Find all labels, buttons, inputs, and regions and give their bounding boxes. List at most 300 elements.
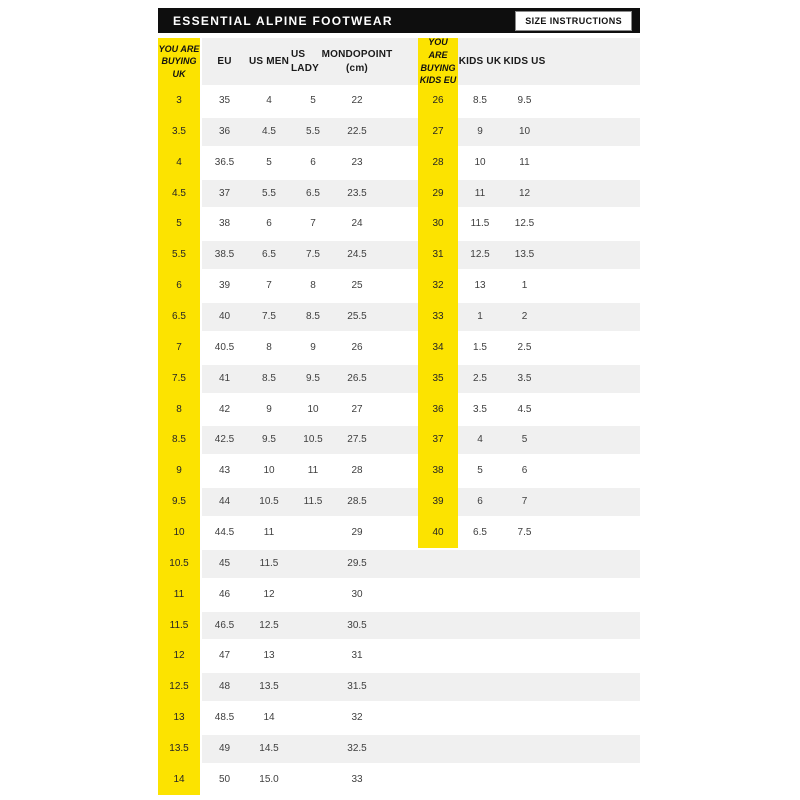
- row-filler: [547, 270, 640, 301]
- uk-size-cell: 4.5: [158, 178, 200, 209]
- us-lady-size-cell: 7: [310, 218, 316, 230]
- us-lady-size-cell: 5: [310, 94, 316, 106]
- kids-uk-size-cell: 6.5: [473, 526, 487, 538]
- column-header-kids-eu-line: BUYING: [420, 62, 456, 73]
- kids-us-size-cell: [502, 610, 547, 641]
- table-row: [158, 640, 640, 671]
- eu-size-cell: 44.5: [214, 526, 235, 538]
- row-filler: [547, 579, 640, 610]
- kids-eu-size-cell: [418, 764, 458, 795]
- us-men-size-cell: 6.5: [262, 249, 276, 261]
- eu-size-cell: 38.5: [214, 249, 235, 261]
- kids-us-size-cell: 9.5: [517, 94, 532, 106]
- us-men-size-cell: 10: [263, 465, 275, 477]
- kids-us-size-cell: [502, 640, 547, 671]
- table-header-row: [158, 38, 640, 85]
- uk-size-cell: 10.5: [158, 548, 200, 579]
- uk-size-cell: 8: [158, 394, 200, 425]
- table-row: [158, 239, 640, 270]
- uk-size-cell: 3: [158, 85, 200, 116]
- mondopoint-cell: 22: [351, 94, 363, 106]
- row-filler: [379, 548, 418, 579]
- kids-uk-size-cell: 5: [477, 465, 483, 477]
- uk-size-cell: 12.5: [158, 671, 200, 702]
- uk-size-cell: 8.5: [158, 424, 200, 455]
- row-filler: [547, 85, 640, 116]
- table-row: [158, 610, 640, 641]
- us-men-size-cell: 14.5: [259, 742, 279, 754]
- us-lady-size-cell: 6: [310, 156, 316, 168]
- kids-size-band: [458, 270, 640, 301]
- kids-us-size-cell: 7.5: [517, 526, 532, 538]
- adult-size-band: [202, 548, 418, 579]
- us-lady-size-cell: 10.5: [303, 434, 323, 446]
- kids-uk-size-cell: [458, 640, 502, 671]
- uk-size-cell: 7: [158, 332, 200, 363]
- kids-eu-size-cell: 35: [418, 363, 458, 394]
- adult-size-band: [202, 147, 418, 178]
- row-filler: [379, 178, 418, 209]
- us-men-size-cell: 11: [263, 526, 275, 538]
- table-row: [158, 517, 640, 548]
- adult-size-band: [202, 579, 418, 610]
- kids-uk-size-cell: 6: [477, 496, 483, 508]
- kids-uk-size-cell: 4: [477, 434, 483, 446]
- table-row: [158, 301, 640, 332]
- row-filler: [379, 147, 418, 178]
- row-filler: [379, 702, 418, 733]
- eu-size-cell: 43: [218, 465, 231, 477]
- kids-us-size-cell: 6: [521, 465, 528, 477]
- kids-uk-size-cell: [458, 610, 502, 641]
- mondopoint-cell: 25: [351, 280, 363, 292]
- kids-uk-size-cell: 3.5: [473, 403, 487, 415]
- us-lady-size-cell: [291, 733, 335, 764]
- column-header-mondopoint: [321, 38, 393, 85]
- row-filler: [379, 640, 418, 671]
- kids-eu-size-cell: 36: [418, 394, 458, 425]
- kids-us-size-cell: 1: [521, 280, 528, 292]
- adult-size-band: [202, 239, 418, 270]
- us-men-size-cell: 5: [266, 156, 272, 168]
- adult-size-band: [202, 702, 418, 733]
- kids-size-band: [458, 579, 640, 610]
- table-row: [158, 733, 640, 764]
- eu-size-cell: 42: [218, 403, 231, 415]
- us-men-size-cell: 9.5: [262, 434, 276, 446]
- kids-eu-size-cell: [418, 671, 458, 702]
- adult-size-band: [202, 517, 418, 548]
- uk-size-cell: 11.5: [158, 610, 200, 641]
- kids-uk-size-cell: 12.5: [470, 249, 490, 261]
- us-lady-size-cell: 11: [307, 465, 319, 477]
- column-header-kids-uk: KIDS UK: [458, 55, 502, 67]
- mondopoint-unit: (cm): [346, 62, 368, 74]
- us-lady-size-cell: [291, 671, 335, 702]
- kids-size-band: [458, 424, 640, 455]
- kids-eu-size-cell: 30: [418, 208, 458, 239]
- kids-us-size-cell: [502, 579, 547, 610]
- kids-us-size-cell: 2: [521, 310, 528, 322]
- kids-us-size-cell: 5: [521, 434, 528, 446]
- kids-size-band: [458, 332, 640, 363]
- kids-uk-size-cell: [458, 733, 502, 764]
- row-filler: [379, 671, 418, 702]
- us-lady-size-cell: 10: [307, 403, 319, 415]
- uk-size-cell: 6.5: [158, 301, 200, 332]
- column-header-kids-eu-line: KIDS EU: [419, 75, 457, 86]
- row-filler: [547, 671, 640, 702]
- us-lady-size-cell: 8: [310, 280, 316, 292]
- table-row: [158, 671, 640, 702]
- table-body: [158, 85, 640, 795]
- kids-size-band: [458, 671, 640, 702]
- row-filler: [379, 610, 418, 641]
- row-filler: [379, 332, 418, 363]
- kids-uk-size-cell: 10: [474, 156, 486, 168]
- kids-us-size-cell: [502, 548, 547, 579]
- table-row: [158, 455, 640, 486]
- mondopoint-cell: 32: [351, 712, 363, 724]
- mondopoint-cell: 24: [351, 218, 363, 230]
- header-filler: [379, 38, 418, 85]
- kids-us-size-cell: 10: [518, 125, 531, 137]
- kids-us-size-cell: [502, 764, 547, 795]
- kids-uk-size-cell: [458, 671, 502, 702]
- size-chart-panel: [158, 8, 640, 795]
- kids-eu-size-cell: 26: [418, 85, 458, 116]
- table-row: [158, 394, 640, 425]
- kids-us-size-cell: 7: [521, 496, 528, 508]
- eu-size-cell: 44: [218, 496, 231, 508]
- us-men-size-cell: 8: [266, 341, 272, 353]
- header-filler: [547, 38, 640, 85]
- adult-size-band: [202, 332, 418, 363]
- kids-size-band: [458, 301, 640, 332]
- adult-size-band: [202, 455, 418, 486]
- us-men-size-cell: 12.5: [259, 619, 279, 631]
- us-lady-size-cell: 9.5: [306, 372, 320, 384]
- kids-size-band: [458, 455, 640, 486]
- row-filler: [547, 147, 640, 178]
- kids-uk-size-cell: [458, 764, 502, 795]
- row-filler: [547, 301, 640, 332]
- kids-size-band: [458, 147, 640, 178]
- adult-size-band: [202, 671, 418, 702]
- mondopoint-cell: 31.5: [347, 681, 367, 693]
- adult-size-band: [202, 301, 418, 332]
- page-title: ESSENTIAL ALPINE FOOTWEAR: [173, 13, 393, 28]
- kids-size-band: [458, 610, 640, 641]
- uk-size-cell: 3.5: [158, 116, 200, 147]
- row-filler: [547, 702, 640, 733]
- kids-uk-size-cell: 11.5: [470, 218, 490, 230]
- kids-uk-size-cell: 11: [474, 187, 486, 199]
- kids-size-band: [458, 640, 640, 671]
- row-filler: [547, 764, 640, 795]
- row-filler: [547, 363, 640, 394]
- kids-size-band: [458, 116, 640, 147]
- uk-size-cell: 11: [158, 579, 200, 610]
- column-header-kids-eu: [418, 38, 458, 85]
- kids-eu-size-cell: 37: [418, 424, 458, 455]
- size-instructions-button[interactable]: SIZE INSTRUCTIONS: [515, 11, 632, 31]
- eu-size-cell: 41: [218, 372, 231, 384]
- adult-size-band: [202, 85, 418, 116]
- table-row: [158, 486, 640, 517]
- mondopoint-cell: 23: [351, 156, 363, 168]
- kids-size-band: [458, 178, 640, 209]
- kids-header-band: [458, 38, 640, 85]
- kids-uk-size-cell: [458, 702, 502, 733]
- column-header-uk: [158, 38, 200, 85]
- kids-size-band: [458, 208, 640, 239]
- eu-size-cell: 42.5: [214, 434, 235, 446]
- row-filler: [547, 424, 640, 455]
- adult-size-band: [202, 208, 418, 239]
- row-filler: [379, 208, 418, 239]
- mondopoint-cell: 24.5: [347, 249, 367, 261]
- mondopoint-cell: 32.5: [347, 742, 367, 754]
- table-row: [158, 424, 640, 455]
- eu-size-cell: 36: [218, 125, 231, 137]
- kids-uk-size-cell: [458, 548, 502, 579]
- row-filler: [547, 239, 640, 270]
- eu-size-cell: 40: [218, 310, 231, 322]
- kids-us-size-cell: [502, 671, 547, 702]
- row-filler: [379, 394, 418, 425]
- row-filler: [547, 178, 640, 209]
- us-lady-size-cell: [291, 517, 335, 548]
- us-lady-size-cell: 8.5: [306, 310, 320, 322]
- mondopoint-label: MONDOPOINT: [321, 49, 393, 60]
- table-row: [158, 116, 640, 147]
- mondopoint-cell: 26: [351, 341, 363, 353]
- uk-size-cell: 13: [158, 702, 200, 733]
- kids-size-band: [458, 733, 640, 764]
- us-men-size-cell: 12: [263, 588, 275, 600]
- kids-us-size-cell: 12: [518, 187, 531, 199]
- eu-size-cell: 48.5: [214, 712, 235, 724]
- kids-eu-size-cell: 32: [418, 270, 458, 301]
- us-men-size-cell: 13: [263, 650, 275, 662]
- us-men-size-cell: 8.5: [262, 372, 276, 384]
- adult-size-band: [202, 486, 418, 517]
- kids-eu-size-cell: [418, 548, 458, 579]
- row-filler: [379, 301, 418, 332]
- us-men-size-cell: 13.5: [259, 681, 279, 693]
- kids-eu-size-cell: [418, 579, 458, 610]
- us-men-size-cell: 10.5: [259, 496, 279, 508]
- kids-eu-size-cell: 29: [418, 178, 458, 209]
- table-row: [158, 270, 640, 301]
- kids-uk-size-cell: 1.5: [473, 341, 487, 353]
- kids-uk-size-cell: [458, 579, 502, 610]
- kids-uk-size-cell: 1: [477, 310, 483, 322]
- eu-size-cell: 47: [218, 650, 231, 662]
- eu-size-cell: 46: [218, 588, 231, 600]
- kids-eu-size-cell: 27: [418, 116, 458, 147]
- mondopoint-cell: 28: [351, 465, 363, 477]
- us-men-size-cell: 9: [266, 403, 272, 415]
- table-row: [158, 332, 640, 363]
- kids-eu-size-cell: 39: [418, 486, 458, 517]
- column-header-eu: EU: [217, 55, 232, 67]
- us-men-size-cell: 4.5: [262, 125, 276, 137]
- row-filler: [547, 394, 640, 425]
- uk-size-cell: 6: [158, 270, 200, 301]
- row-filler: [547, 208, 640, 239]
- uk-size-cell: 9.5: [158, 486, 200, 517]
- uk-size-cell: 10: [158, 517, 200, 548]
- us-men-size-cell: 14: [263, 712, 275, 724]
- column-header-uk-line: YOU ARE: [158, 43, 200, 54]
- kids-uk-size-cell: 2.5: [473, 372, 487, 384]
- kids-eu-size-cell: [418, 702, 458, 733]
- row-filler: [379, 733, 418, 764]
- kids-us-size-cell: [502, 733, 547, 764]
- adult-size-band: [202, 394, 418, 425]
- us-men-size-cell: 11.5: [259, 557, 279, 569]
- mondopoint-cell: 30: [351, 588, 363, 600]
- us-men-size-cell: 7.5: [262, 310, 276, 322]
- adult-size-band: [202, 733, 418, 764]
- row-filler: [379, 517, 418, 548]
- row-filler: [379, 270, 418, 301]
- mondopoint-cell: 25.5: [347, 310, 367, 322]
- eu-size-cell: 39: [218, 280, 231, 292]
- uk-size-cell: 7.5: [158, 363, 200, 394]
- eu-size-cell: 36.5: [214, 156, 235, 168]
- us-lady-size-cell: [291, 548, 335, 579]
- kids-uk-size-cell: 9: [477, 125, 483, 137]
- table-row: [158, 579, 640, 610]
- mondopoint-cell: 26.5: [347, 372, 367, 384]
- kids-size-band: [458, 486, 640, 517]
- uk-size-cell: 13.5: [158, 733, 200, 764]
- adult-size-band: [202, 610, 418, 641]
- row-filler: [547, 517, 640, 548]
- kids-uk-size-cell: 13: [474, 280, 486, 292]
- us-lady-size-cell: [291, 579, 335, 610]
- us-men-size-cell: 7: [266, 280, 272, 292]
- row-filler: [379, 116, 418, 147]
- kids-us-size-cell: 4.5: [517, 403, 532, 415]
- kids-size-band: [458, 702, 640, 733]
- mondopoint-cell: 30.5: [347, 619, 367, 631]
- eu-size-cell: 35: [218, 94, 231, 106]
- kids-size-band: [458, 517, 640, 548]
- table-row: [158, 548, 640, 579]
- row-filler: [379, 764, 418, 795]
- kids-size-band: [458, 363, 640, 394]
- table-row: [158, 764, 640, 795]
- uk-size-cell: 9: [158, 455, 200, 486]
- table-row: [158, 147, 640, 178]
- kids-size-band: [458, 548, 640, 579]
- mondopoint-cell: 29: [351, 526, 363, 538]
- kids-eu-size-cell: 38: [418, 455, 458, 486]
- row-filler: [379, 424, 418, 455]
- column-header-kids-us: KIDS US: [503, 55, 546, 67]
- kids-us-size-cell: 13.5: [514, 249, 535, 261]
- column-header-uk-line: UK: [172, 68, 186, 79]
- column-header-us-lady: US LADY: [291, 49, 320, 74]
- eu-size-cell: 45: [218, 557, 231, 569]
- us-lady-size-cell: [291, 610, 335, 641]
- kids-eu-size-cell: 31: [418, 239, 458, 270]
- kids-size-band: [458, 764, 640, 795]
- us-lady-size-cell: 11.5: [303, 496, 323, 508]
- us-lady-size-cell: 6.5: [306, 187, 320, 199]
- us-lady-size-cell: 7.5: [306, 249, 320, 261]
- eu-size-cell: 50: [218, 773, 231, 785]
- eu-size-cell: 38: [218, 218, 231, 230]
- kids-eu-size-cell: 28: [418, 147, 458, 178]
- adult-header-band: [202, 38, 418, 85]
- kids-eu-size-cell: 33: [418, 301, 458, 332]
- column-header-kids-eu-line: YOU ARE: [428, 37, 448, 60]
- column-header-us-men: US MEN: [248, 55, 290, 67]
- eu-size-cell: 37: [218, 187, 231, 199]
- row-filler: [379, 486, 418, 517]
- kids-eu-size-cell: 40: [418, 517, 458, 548]
- title-bar: [158, 8, 640, 33]
- row-filler: [547, 116, 640, 147]
- kids-eu-size-cell: [418, 610, 458, 641]
- kids-eu-size-cell: 34: [418, 332, 458, 363]
- eu-size-cell: 46.5: [214, 619, 235, 631]
- mondopoint-cell: 29.5: [347, 557, 367, 569]
- eu-size-cell: 49: [218, 742, 231, 754]
- row-filler: [379, 85, 418, 116]
- kids-us-size-cell: 12.5: [514, 218, 535, 230]
- table-row: [158, 208, 640, 239]
- us-lady-size-cell: [291, 764, 335, 795]
- adult-size-band: [202, 178, 418, 209]
- us-lady-size-cell: 9: [310, 341, 316, 353]
- mondopoint-cell: 28.5: [347, 496, 367, 508]
- row-filler: [547, 610, 640, 641]
- mondopoint-cell: 33: [351, 773, 363, 785]
- row-filler: [379, 579, 418, 610]
- table-row: [158, 363, 640, 394]
- uk-size-cell: 4: [158, 147, 200, 178]
- table-row: [158, 702, 640, 733]
- adult-size-band: [202, 270, 418, 301]
- kids-us-size-cell: 11: [519, 156, 530, 168]
- row-filler: [547, 486, 640, 517]
- kids-uk-size-cell: 8.5: [473, 94, 487, 106]
- uk-size-cell: 14: [158, 764, 200, 795]
- row-filler: [547, 640, 640, 671]
- kids-us-size-cell: 2.5: [517, 341, 532, 353]
- kids-size-band: [458, 394, 640, 425]
- uk-size-cell: 5.5: [158, 239, 200, 270]
- adult-size-band: [202, 764, 418, 795]
- mondopoint-cell: 31: [351, 650, 363, 662]
- mondopoint-cell: 23.5: [347, 187, 367, 199]
- us-lady-size-cell: [291, 640, 335, 671]
- adult-size-band: [202, 424, 418, 455]
- us-men-size-cell: 15.0: [259, 773, 279, 785]
- eu-size-cell: 40.5: [214, 341, 235, 353]
- size-table: [158, 38, 640, 795]
- column-header-uk-line: BUYING: [161, 56, 197, 67]
- row-filler: [547, 332, 640, 363]
- row-filler: [547, 455, 640, 486]
- row-filler: [379, 455, 418, 486]
